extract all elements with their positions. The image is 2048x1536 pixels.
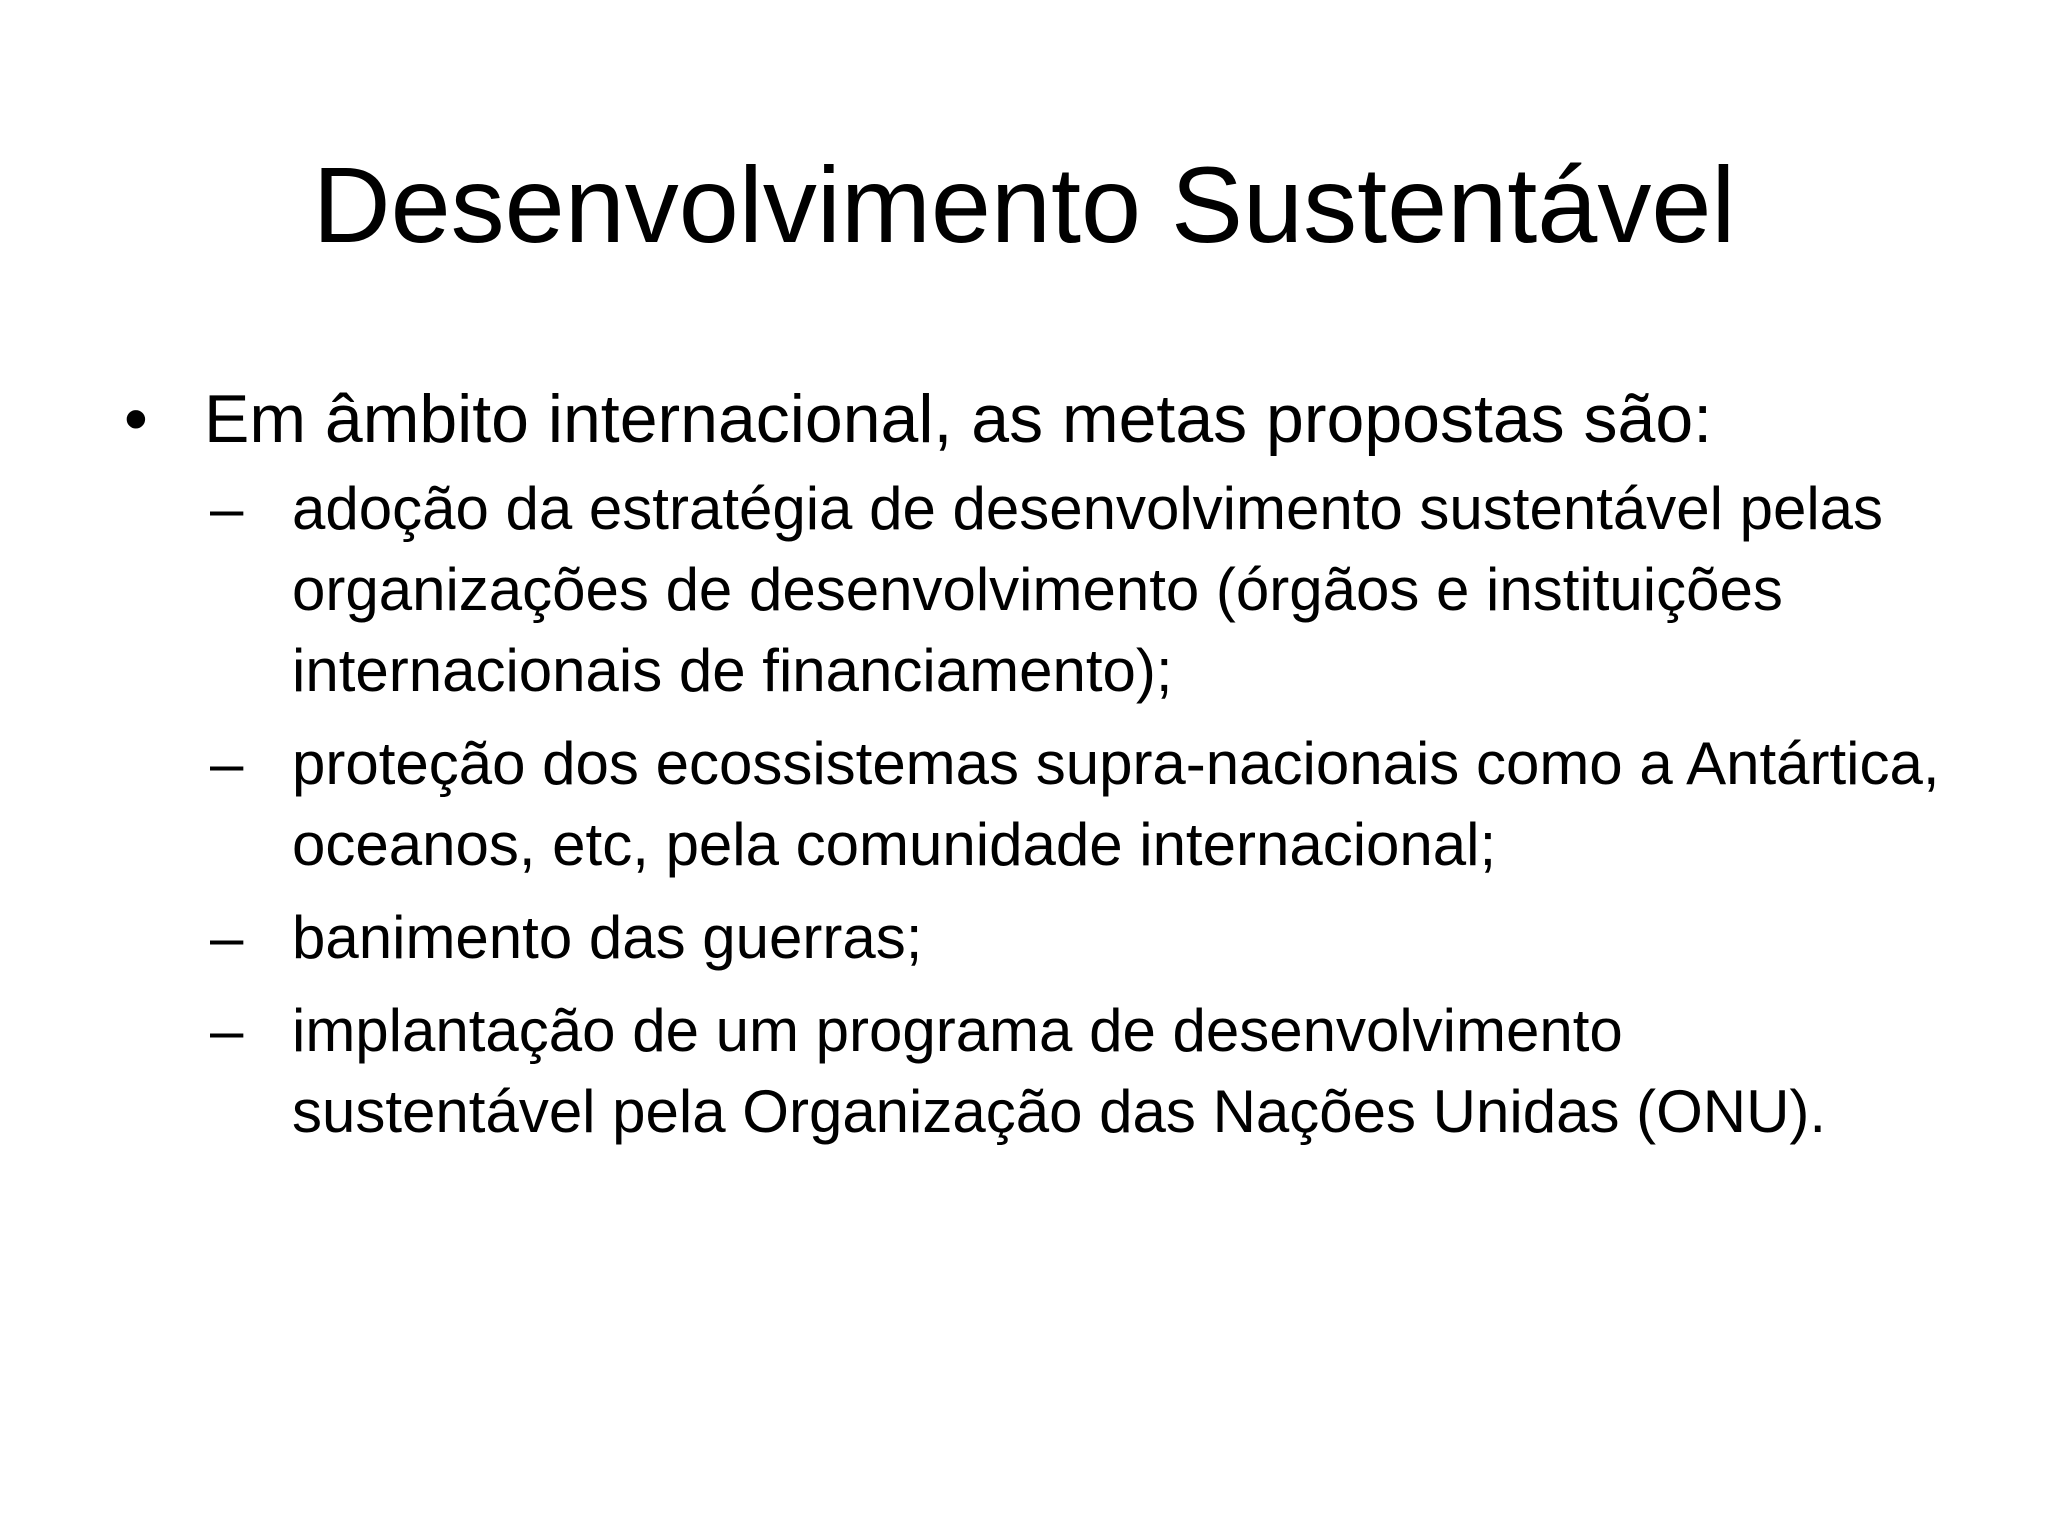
sub-bullet-text: banimento das guerras; [292,904,923,971]
bullet-item [120,378,1940,460]
sub-bullet-marker: – [210,997,244,1064]
slide-content [120,378,1940,1164]
slide-title: Desenvolvimento Sustentável [312,144,1736,265]
sub-bullet-item [120,897,1940,978]
sub-bullet-item [120,723,1940,885]
sub-bullet-marker: – [210,904,244,971]
sub-bullet-text: adoção da estratégia de desenvolvimento sustentável pelas organizações de desenvolvimento (órgãos e instituições internacionais de financiamento); [292,475,1884,704]
sub-bullet-text: implantação de um programa de desenvolvimento sustentável pela Organização das Nações Unidas (ONU). [292,997,1827,1145]
sub-bullet-list [120,468,1940,1152]
sub-bullet-marker: – [210,475,244,542]
sub-bullet-item [120,990,1940,1152]
bullet-marker: • [124,381,148,457]
sub-bullet-item [120,468,1940,711]
bullet-text: Em âmbito internacional, as metas propostas são: [204,381,1713,457]
sub-bullet-marker: – [210,730,244,797]
sub-bullet-text: proteção dos ecossistemas supra-nacionais como a Antártica, oceanos, etc, pela comunidade internacional; [292,730,1940,878]
